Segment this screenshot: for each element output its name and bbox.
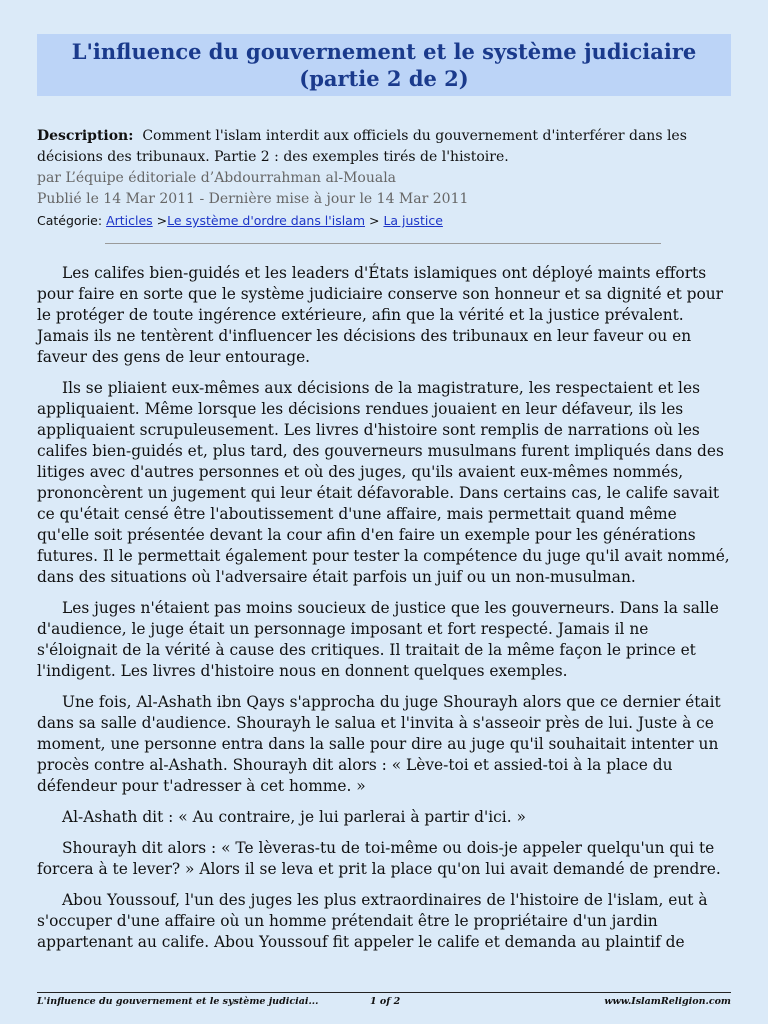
title-banner (37, 34, 731, 96)
category-label: Catégorie: (37, 213, 107, 228)
paragraph: Abou Youssouf, l'un des juges les plus extraordinaires de l'histoire de l'islam, eut à s'occuper d'une affaire où un homme prétendait être le propriétaire d'un jardin appartenant au calife. Abou Youssouf fit appeler le calife et demanda au plaintif de (37, 891, 708, 951)
author-line: par L’équipe éditoriale d’Abdourrahman al-Mouala (37, 170, 397, 186)
description (37, 126, 737, 168)
page-title: L'influence du gouvernement et le système judiciaire (partie 2 de 2) (71, 39, 697, 91)
paragraph: Al-Ashath dit : « Au contraire, je lui parlerai à partir d'ici. » (62, 808, 526, 826)
category-link-justice[interactable]: La justice (383, 213, 443, 228)
paragraph: Shourayh dit alors : « Te lèveras-tu de toi-même ou dois-je appeler quelqu'un qui te forcera à te lever? » Alors il se leva et prit la place qu'on lui avait demandé de prendre. (37, 839, 721, 878)
breadcrumb-separator: > (152, 213, 168, 228)
article-meta (37, 126, 737, 210)
category-link-articles[interactable]: Articles (106, 213, 153, 228)
paragraph: Les juges n'étaient pas moins soucieux de justice que les gouverneurs. Dans la salle d'audience, le juge était un personnage imposant et fort respecté. Jamais il ne s'éloignait de la vérité à cause des critiques. Il traitait de la même façon le prince et l'indigent. Les livres d'histoire nous en donnent quelques exemples. (37, 599, 719, 680)
description-text: Comment l'islam interdit aux officiels du gouvernement d'interférer dans les décisions des tribunaux. Partie 2 : des exemples tirés de l'histoire. (37, 128, 687, 165)
paragraph: Les califes bien-guidés et les leaders d'États islamiques ont déployé maints efforts pour faire en sorte que le système judiciaire conserve son honneur et sa dignité et pour le protéger de toute ingérence extérieure, afin que la vérité et la justice prévalent. Jamais ils ne tentèrent d'influencer les décisions des tribunaux en leur faveur ou en faveur des gens de leur entourage. (37, 264, 724, 366)
paragraph: Une fois, Al-Ashath ibn Qays s'approcha du juge Shourayh alors que ce dernier était dans sa salle d'audience. Shourayh le salua et l'invita à s'asseoir près de lui. Juste à ce moment, une personne entra dans la salle pour dire au juge qu'il souhaitait intenter un procès contre al-Ashath. Shourayh dit alors : « Lève-toi et assied-toi à la place du défendeur pour t'adresser à cet homme. » (37, 693, 721, 795)
category-breadcrumb (37, 212, 737, 230)
footer-site: www.IslamReligion.com (604, 996, 731, 1007)
divider (105, 243, 661, 244)
breadcrumb-separator: > (365, 213, 384, 228)
page-number: 1 of 2 (370, 996, 401, 1007)
footer-title: L'influence du gouvernement et le système judiciai... (37, 996, 319, 1007)
category-link-systeme-ordre[interactable]: Le système d'ordre dans l'islam (167, 213, 366, 228)
page-footer (37, 992, 731, 1007)
paragraph: Ils se pliaient eux-mêmes aux décisions de la magistrature, les respectaient et les appliquaient. Même lorsque les décisions rendues jouaient en leur défaveur, ils les appliquaient scrupuleusement. Les livres d'histoire sont remplis de narrations où les califes bien-guidés et, plus tard, des gouverneurs musulmans furent impliqués dans des litiges avec d'autres personnes et où des juges, qu'ils avaient eux-mêmes nommés, prononcèrent un jugement qui leur était défavorable. Dans certains cas, le calife savait ce qu'était censé être l'aboutissement d'une affaire, mais permettait quand même qu'elle soit présentée devant la cour afin d'en faire un exemple pour les générations futures. Il le permettait également pour tester la compétence du juge qu'il avait nommé, dans des situations où l'adversaire était parfois un juif ou un non-musulman. (37, 379, 730, 586)
publish-date: Publié le 14 Mar 2011 - Dernière mise à jour le 14 Mar 2011 (37, 191, 469, 207)
article-body (37, 263, 733, 963)
description-label: Description: (37, 128, 134, 144)
